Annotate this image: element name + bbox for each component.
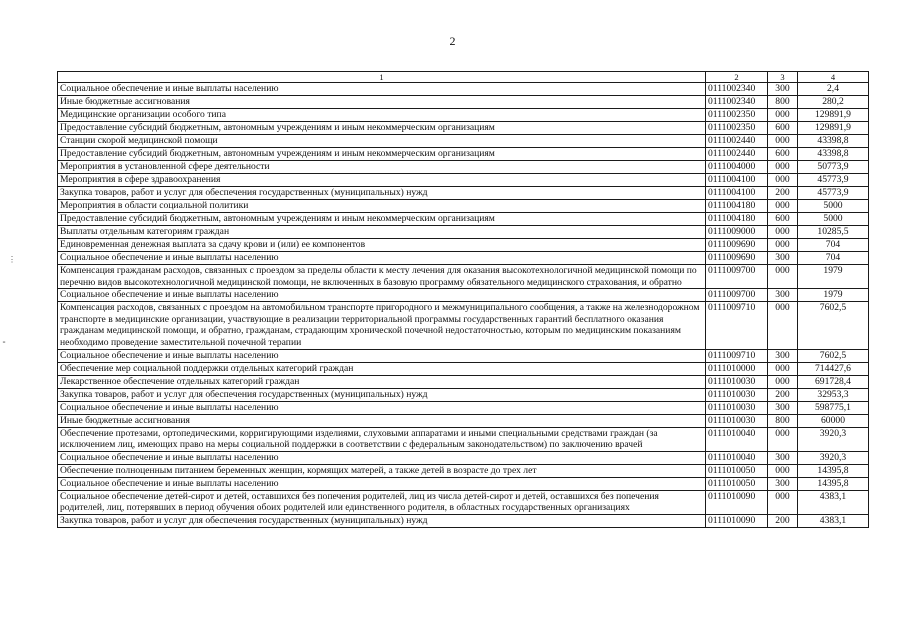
cell-name: Компенсация расходов, связанных с проездом на автомобильном транспорте пригородного и межмуниципального сообщения, а также на железнодорожном транспорте в медицинские организации, участвующие в реализации территориальной программы государственных гарантий бесплатного оказания гражданам медицинской помощи, и обратно, гражданам, страдающим хронической почечной недостаточностью, которым по медицинским показаниям необходимо проведение заместительной почечной терапии: [58, 302, 706, 349]
cell-name: Социальное обеспечение и иные выплаты населению: [58, 477, 706, 490]
cell-sum: 1979: [798, 289, 869, 302]
cell-type: 300: [768, 83, 798, 96]
table-row: [58, 122, 869, 135]
cell-sum: 14395,8: [798, 464, 869, 477]
cell-type: 800: [768, 414, 798, 427]
cell-name: Мероприятия в сфере здравоохранения: [58, 174, 706, 187]
cell-sum: 3920,3: [798, 451, 869, 464]
cell-code: 0111010000: [706, 362, 768, 375]
cell-name: Социальное обеспечение и иные выплаты населению: [58, 401, 706, 414]
cell-code: 0111009690: [706, 252, 768, 265]
cell-type: 000: [768, 174, 798, 187]
table-row: [58, 148, 869, 161]
table-row: [58, 226, 869, 239]
cell-type: 000: [768, 239, 798, 252]
budget-table: [57, 71, 869, 528]
scan-speck-mark: ⋮: [8, 255, 16, 264]
cell-type: 300: [768, 477, 798, 490]
cell-code: 0111002440: [706, 135, 768, 148]
cell-sum: 7602,5: [798, 302, 869, 349]
table-row: [58, 213, 869, 226]
cell-code: 0111010040: [706, 427, 768, 451]
cell-name: Обеспечение протезами, ортопедическими, корригирующими изделиями, слуховыми аппаратами и иными специальными средствами граждан (за исключением лиц, имеющих право на меры социальной поддержки в соответствии с федеральным законодательством) по заключению врачей: [58, 427, 706, 451]
cell-sum: 2,4: [798, 83, 869, 96]
cell-sum: 45773,9: [798, 174, 869, 187]
header-col-name: 1: [58, 72, 706, 83]
cell-sum: 129891,9: [798, 109, 869, 122]
cell-code: 0111010090: [706, 490, 768, 514]
table-row: [58, 375, 869, 388]
cell-sum: 45773,9: [798, 187, 869, 200]
table-row: [58, 451, 869, 464]
cell-sum: 43398,8: [798, 148, 869, 161]
cell-code: 0111010030: [706, 388, 768, 401]
cell-sum: 60000: [798, 414, 869, 427]
cell-sum: 4383,1: [798, 490, 869, 514]
cell-type: 300: [768, 349, 798, 362]
cell-code: 0111010030: [706, 401, 768, 414]
cell-sum: 50773,9: [798, 161, 869, 174]
cell-name: Закупка товаров, работ и услуг для обеспечения государственных (муниципальных) нужд: [58, 514, 706, 527]
table-row: [58, 83, 869, 96]
page-number: 2: [449, 34, 456, 48]
cell-code: 0111004100: [706, 174, 768, 187]
table-row: [58, 187, 869, 200]
table-row: [58, 388, 869, 401]
table-row: [58, 265, 869, 289]
cell-type: 000: [768, 362, 798, 375]
cell-code: 0111009700: [706, 265, 768, 289]
cell-code: 0111009690: [706, 239, 768, 252]
cell-name: Иные бюджетные ассигнования: [58, 96, 706, 109]
table-row: [58, 239, 869, 252]
cell-name: Социальное обеспечение и иные выплаты населению: [58, 451, 706, 464]
table-header-row: [58, 72, 869, 83]
table-row: [58, 414, 869, 427]
cell-name: Медицинские организации особого типа: [58, 109, 706, 122]
cell-type: 300: [768, 451, 798, 464]
cell-code: 0111010030: [706, 414, 768, 427]
cell-name: Социальное обеспечение детей-сирот и детей, оставшихся без попечения родителей, лиц из числа детей-сирот и детей, оставшихся без попечения родителей, лиц, потерявших в период обучения обоих родителей или единственного родителя, в областных государственных организациях: [58, 490, 706, 514]
table-row: [58, 477, 869, 490]
cell-sum: 32953,3: [798, 388, 869, 401]
cell-code: 0111009710: [706, 349, 768, 362]
cell-name: Предоставление субсидий бюджетным, автономным учреждениям и иным некоммерческим организациям: [58, 122, 706, 135]
cell-name: Мероприятия в установленной сфере деятельности: [58, 161, 706, 174]
cell-name: Социальное обеспечение и иные выплаты населению: [58, 289, 706, 302]
cell-sum: 1979: [798, 265, 869, 289]
table-row: [58, 349, 869, 362]
table-row: [58, 464, 869, 477]
table-row: [58, 490, 869, 514]
cell-code: 0111002350: [706, 109, 768, 122]
cell-sum: 5000: [798, 213, 869, 226]
cell-type: 000: [768, 161, 798, 174]
cell-type: 000: [768, 375, 798, 388]
cell-name: Единовременная денежная выплата за сдачу крови и (или) ее компонентов: [58, 239, 706, 252]
table-row: [58, 362, 869, 375]
cell-type: 200: [768, 388, 798, 401]
table-row: [58, 96, 869, 109]
cell-code: 0111010030: [706, 375, 768, 388]
cell-type: 000: [768, 109, 798, 122]
cell-code: 0111009710: [706, 302, 768, 349]
cell-code: 0111002340: [706, 96, 768, 109]
cell-code: 0111004000: [706, 161, 768, 174]
cell-type: 000: [768, 302, 798, 349]
table-row: [58, 200, 869, 213]
cell-type: 000: [768, 490, 798, 514]
cell-code: 0111010040: [706, 451, 768, 464]
cell-sum: 43398,8: [798, 135, 869, 148]
cell-code: 0111010090: [706, 514, 768, 527]
cell-sum: 704: [798, 239, 869, 252]
cell-name: Закупка товаров, работ и услуг для обеспечения государственных (муниципальных) нужд: [58, 187, 706, 200]
cell-code: 0111004100: [706, 187, 768, 200]
table-row: [58, 252, 869, 265]
cell-sum: 4383,1: [798, 514, 869, 527]
table-row: [58, 427, 869, 451]
cell-code: 0111002340: [706, 83, 768, 96]
cell-type: 800: [768, 96, 798, 109]
table-row: [58, 161, 869, 174]
cell-name: Обеспечение мер социальной поддержки отдельных категорий граждан: [58, 362, 706, 375]
cell-name: Выплаты отдельным категориям граждан: [58, 226, 706, 239]
cell-name: Закупка товаров, работ и услуг для обеспечения государственных (муниципальных) нужд: [58, 388, 706, 401]
cell-type: 200: [768, 514, 798, 527]
table-row: [58, 289, 869, 302]
header-col-type: 3: [768, 72, 798, 83]
table-row: [58, 174, 869, 187]
cell-type: 000: [768, 135, 798, 148]
cell-name: Компенсация гражданам расходов, связанных с проездом за пределы области к месту лечения для оказания высокотехнологичной медицинской помощи по перечню видов высокотехнологичной медицинской помощи, не включенных в базовую программу обязательного медицинского страхования, и обратно: [58, 265, 706, 289]
cell-type: 000: [768, 226, 798, 239]
cell-sum: 598775,1: [798, 401, 869, 414]
cell-type: 000: [768, 427, 798, 451]
cell-name: Мероприятия в области социальной политики: [58, 200, 706, 213]
table-row: [58, 135, 869, 148]
cell-type: 200: [768, 187, 798, 200]
cell-type: 600: [768, 213, 798, 226]
cell-code: 0111009000: [706, 226, 768, 239]
table-row: [58, 109, 869, 122]
header-col-code: 2: [706, 72, 768, 83]
cell-code: 0111002440: [706, 148, 768, 161]
table-row: [58, 401, 869, 414]
cell-code: 0111009700: [706, 289, 768, 302]
scan-speck-mark: ⁃: [2, 338, 6, 347]
cell-sum: 5000: [798, 200, 869, 213]
cell-name: Предоставление субсидий бюджетным, автономным учреждениям и иным некоммерческим организациям: [58, 213, 706, 226]
cell-sum: 691728,4: [798, 375, 869, 388]
cell-type: 600: [768, 122, 798, 135]
cell-name: Социальное обеспечение и иные выплаты населению: [58, 349, 706, 362]
cell-type: 000: [768, 265, 798, 289]
cell-sum: 10285,5: [798, 226, 869, 239]
cell-code: 0111010050: [706, 477, 768, 490]
cell-type: 000: [768, 200, 798, 213]
cell-name: Иные бюджетные ассигнования: [58, 414, 706, 427]
table-row: [58, 514, 869, 527]
cell-type: 300: [768, 252, 798, 265]
cell-name: Лекарственное обеспечение отдельных категорий граждан: [58, 375, 706, 388]
cell-sum: 704: [798, 252, 869, 265]
cell-sum: 3920,3: [798, 427, 869, 451]
cell-type: 300: [768, 289, 798, 302]
cell-sum: 129891,9: [798, 122, 869, 135]
cell-name: Социальное обеспечение и иные выплаты населению: [58, 252, 706, 265]
cell-code: 0111010050: [706, 464, 768, 477]
cell-type: 000: [768, 464, 798, 477]
header-col-sum: 4: [798, 72, 869, 83]
cell-sum: 714427,6: [798, 362, 869, 375]
cell-sum: 280,2: [798, 96, 869, 109]
cell-type: 600: [768, 148, 798, 161]
cell-code: 0111002350: [706, 122, 768, 135]
cell-name: Социальное обеспечение и иные выплаты населению: [58, 83, 706, 96]
cell-sum: 14395,8: [798, 477, 869, 490]
cell-code: 0111004180: [706, 200, 768, 213]
cell-sum: 7602,5: [798, 349, 869, 362]
cell-name: Станции скорой медицинской помощи: [58, 135, 706, 148]
cell-name: Обеспечение полноценным питанием беременных женщин, кормящих матерей, а также детей в возрасте до трех лет: [58, 464, 706, 477]
cell-code: 0111004180: [706, 213, 768, 226]
table-row: [58, 302, 869, 349]
cell-name: Предоставление субсидий бюджетным, автономным учреждениям и иным некоммерческим организациям: [58, 148, 706, 161]
cell-type: 300: [768, 401, 798, 414]
